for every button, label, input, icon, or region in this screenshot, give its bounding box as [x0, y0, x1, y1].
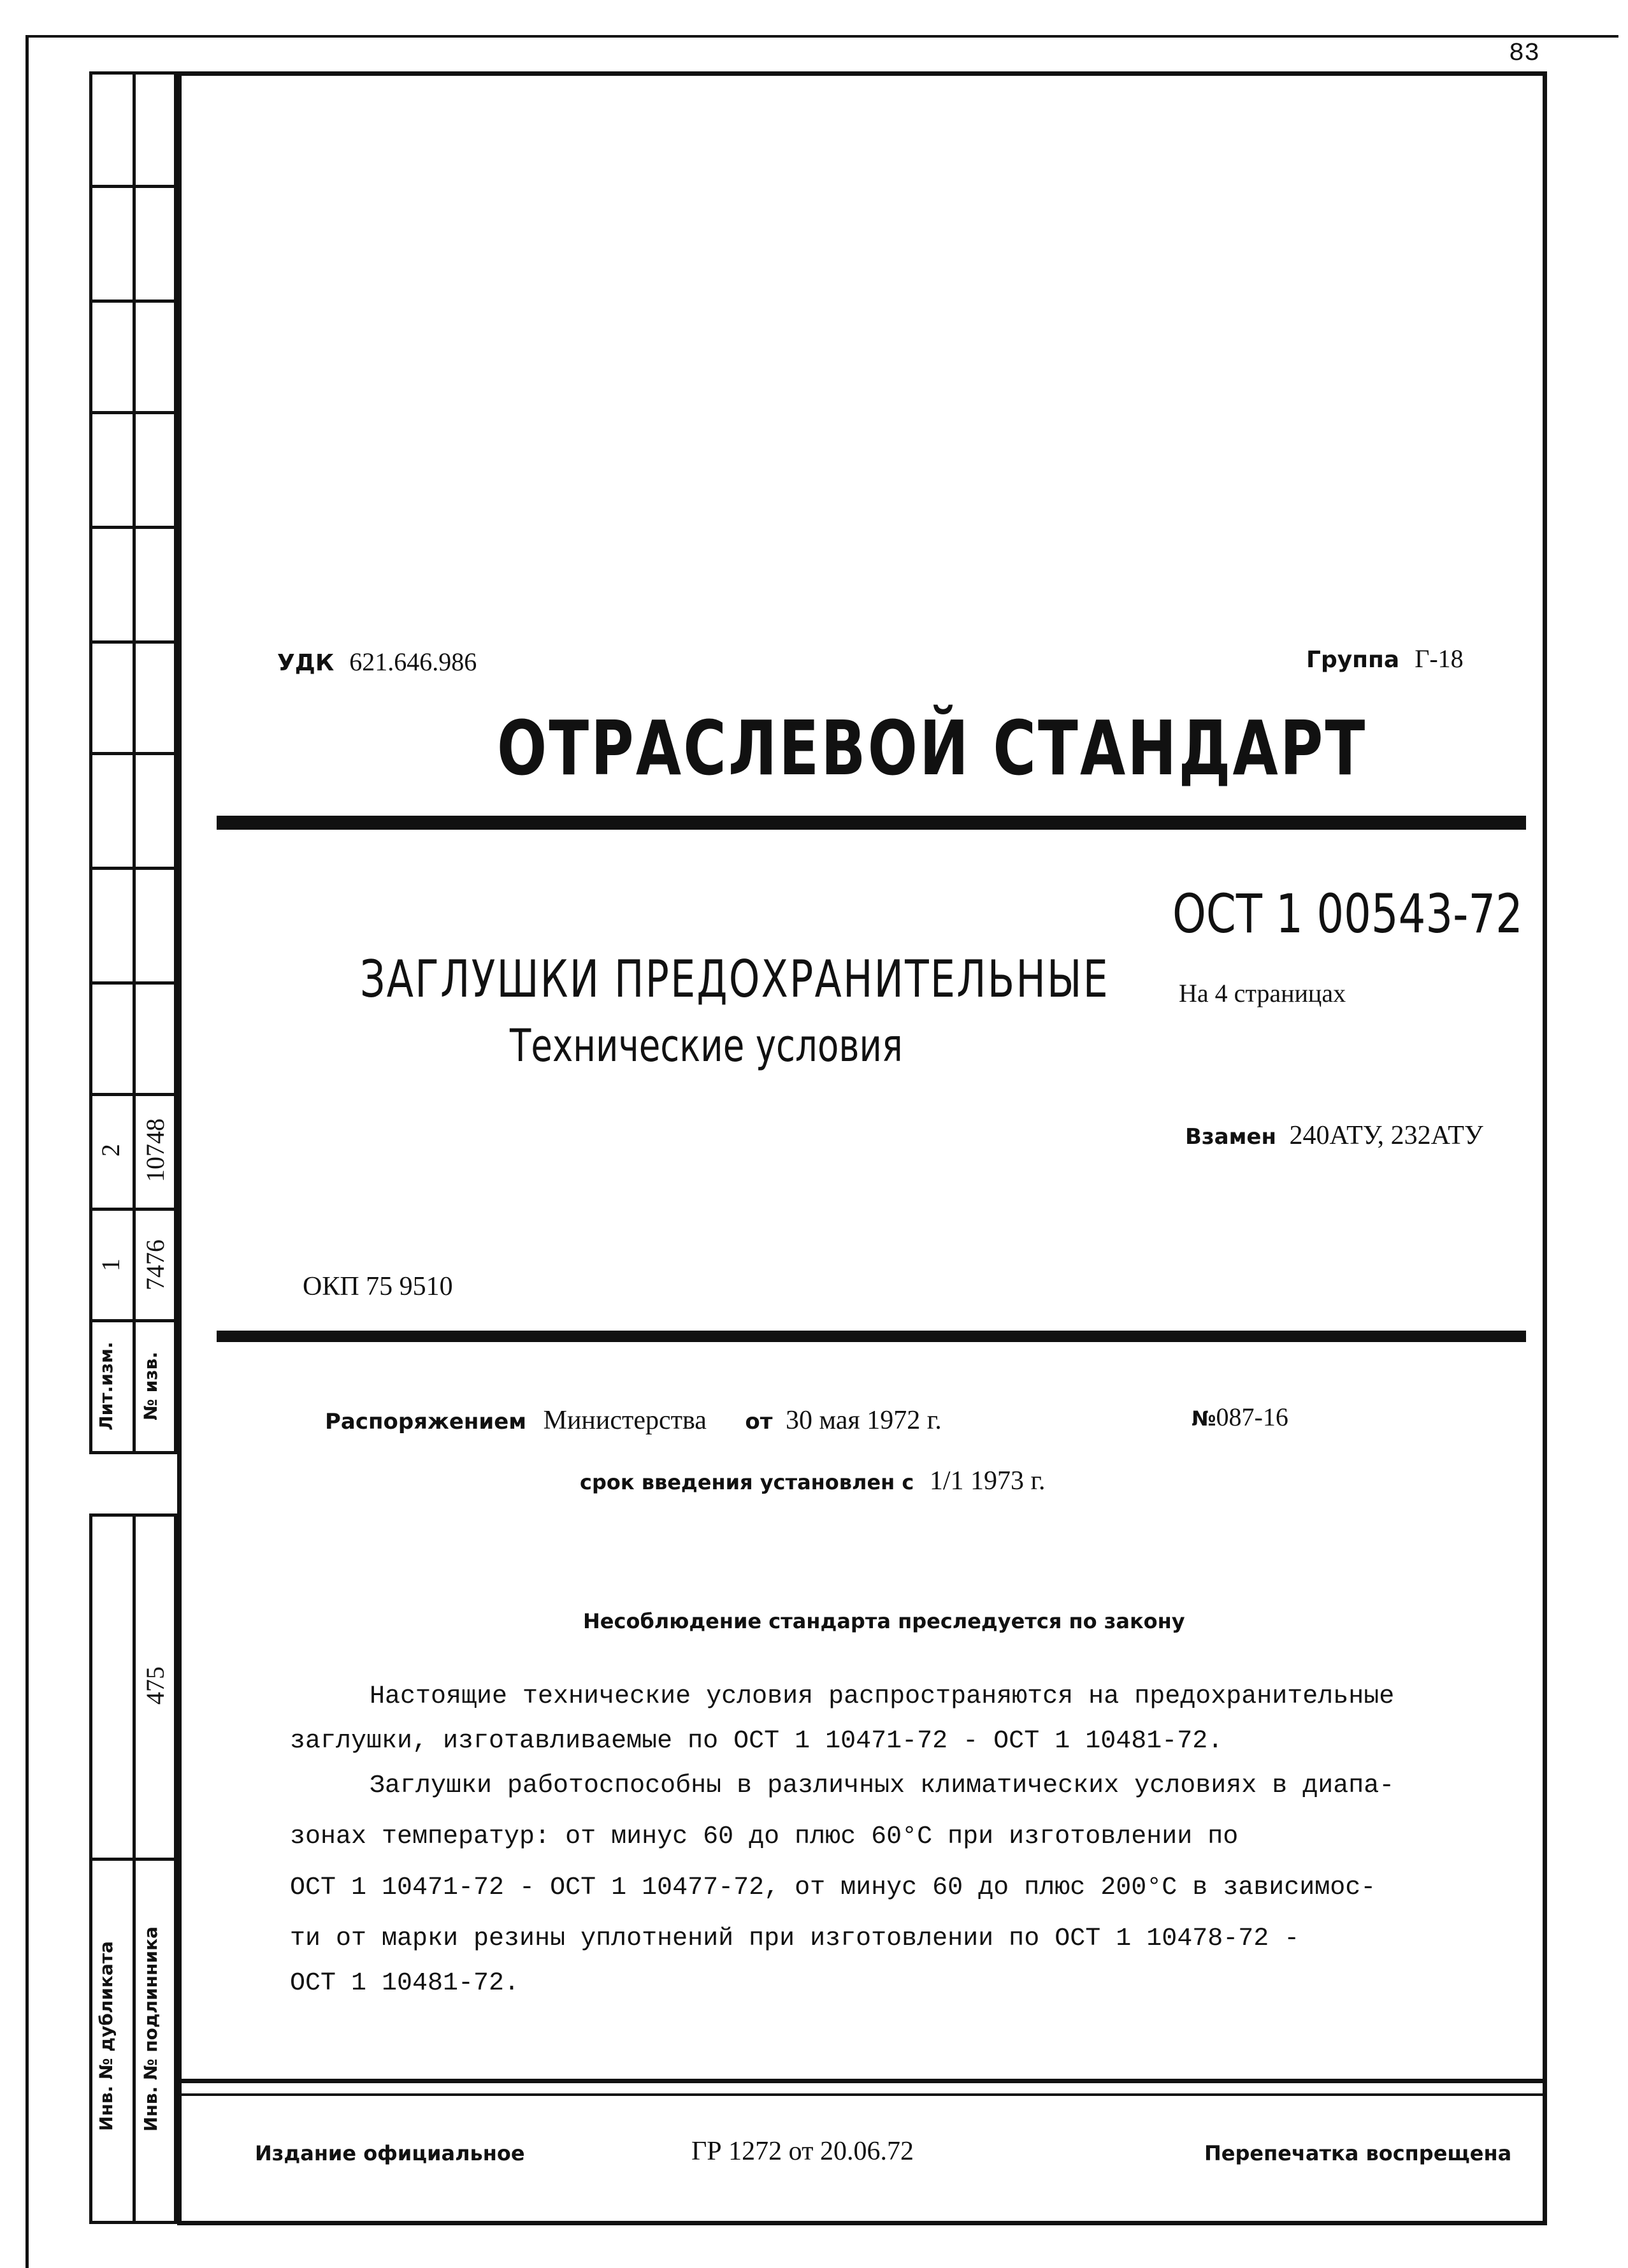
no-izv-label: № изв. [140, 1352, 161, 1420]
body-line-7: ОСТ 1 10481-72. [290, 1969, 520, 1998]
body-line-6: ти от марки резины уплотнений при изготовлении по ОСТ 1 10478-72 - [290, 1925, 1300, 1953]
decree-org: Министерства [543, 1406, 707, 1435]
body-line-1: Настоящие технические условия распространяются на предохранительные [370, 1682, 1395, 1711]
standard-title: ЗАГЛУШКИ ПРЕДОХРАНИТЕЛЬНЫЕ [360, 950, 1109, 1009]
replaces-value: 240АТУ, 232АТУ [1289, 1121, 1483, 1150]
replaces [1185, 1120, 1483, 1151]
side-table-divider [133, 1513, 136, 2224]
side-row-line [89, 1319, 177, 1322]
inv-orig-value: 475 [141, 1666, 169, 1705]
effective-label: срок введения установлен с [580, 1470, 914, 1494]
effective-date: 1/1 1973 г. [929, 1466, 1046, 1496]
group-value: Г-18 [1415, 644, 1464, 673]
decree-date: 30 мая 1972 г. [786, 1406, 942, 1435]
footer-rule [182, 2079, 1543, 2083]
udk-label: УДК [277, 650, 335, 676]
decree-number [1192, 1402, 1288, 1432]
body-line-2: заглушки, изготавливаемые по ОСТ 1 10471-72 - ОСТ 1 10481-72. [290, 1727, 1223, 1756]
group-label: Группа [1306, 647, 1400, 673]
body-line-4: зонах температур: от минус 60 до плюс 60°С при изготовлении по [290, 1823, 1239, 1851]
side-row-line [89, 867, 177, 870]
footer-rule-thin [182, 2093, 1543, 2096]
inv-dup-label: Инв. № дубликата [96, 1941, 117, 2131]
standard-number: ОСТ 1 00543-72 [1172, 883, 1523, 945]
banner-title: ОТРАСЛЕВОЙ СТАНДАРТ [497, 704, 1367, 792]
body-line-3: Заглушки работоспособны в различных климатических условиях в диапа- [370, 1772, 1395, 1800]
okp-code: ОКП 75 9510 [303, 1272, 453, 1301]
side-row-line [89, 1208, 177, 1211]
side-row-line [89, 981, 177, 985]
side-table-divider [133, 71, 136, 1454]
decree-label: Распоряжением [325, 1409, 527, 1434]
page-count: На 4 страницах [1179, 979, 1346, 1008]
side-row-line [89, 640, 177, 644]
body-line-5: ОСТ 1 10471-72 - ОСТ 1 10477-72, от минус 60 до плюс 200°С в зависимос- [290, 1874, 1376, 1902]
izv-value-7476: 7476 [141, 1239, 169, 1290]
footer-gr: ГР 1272 от 20.06.72 [691, 2137, 914, 2166]
effective-line [580, 1466, 1046, 1496]
standard-subtitle: Технические условия [510, 1020, 903, 1072]
decree-line [325, 1405, 942, 1436]
udk [277, 647, 477, 677]
side-row-line [89, 1093, 177, 1096]
side-row-line [89, 411, 177, 414]
izv-value-10748: 10748 [141, 1118, 169, 1182]
lit-value-1: 1 [96, 1259, 125, 1271]
udk-value: 621.646.986 [349, 647, 477, 676]
heavy-rule-top [217, 816, 1526, 830]
warning-line: Несоблюдение стандарта преследуется по закону [583, 1609, 1185, 1633]
side-row-line [89, 300, 177, 303]
side-row-line [89, 185, 177, 188]
decree-num-value: 087-16 [1216, 1403, 1288, 1431]
group [1306, 644, 1464, 674]
side-row-line [89, 526, 177, 529]
decree-num-label: № [1192, 1406, 1216, 1431]
lit-value-2: 2 [96, 1144, 125, 1157]
replaces-label: Взамен [1185, 1124, 1276, 1150]
side-row-line [89, 752, 177, 755]
side-row-line [89, 1858, 177, 1861]
heavy-rule-bottom [217, 1331, 1526, 1342]
footer-official: Издание официальное [255, 2141, 525, 2165]
inv-orig-label: Инв. № подлинника [140, 1926, 161, 2132]
footer-reprint: Перепечатка воспрещена [1204, 2141, 1512, 2165]
page-number: 83 [1509, 40, 1540, 68]
lit-izm-label: Лит.изм. [96, 1341, 117, 1431]
decree-date-label: от [745, 1409, 773, 1434]
